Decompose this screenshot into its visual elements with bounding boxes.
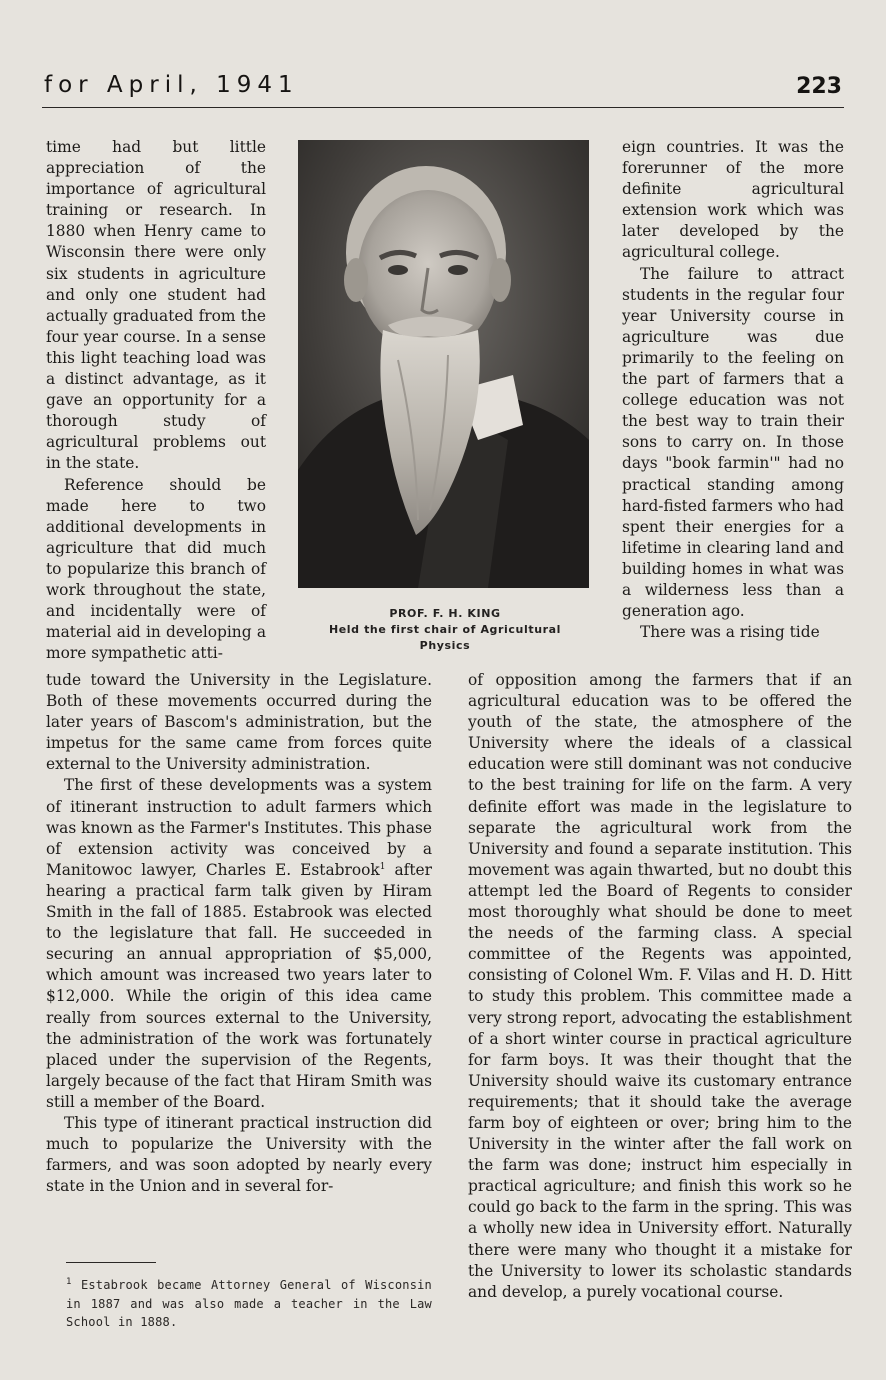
footnote [66,1276,432,1332]
paragraph: time had but little appreciation of the importance of agricultural training or research. In 1880 when Henry came to Wisconsin there were only six students in agriculture and only one student had actually graduated from the four year course. In a sense this light teaching load was a distinct advantage, as it gave an opportunity for a thorough study of agricultural problems out in the state. [46,138,266,473]
right-column-bottom [468,670,852,1303]
text-run: after hearing a practical farm talk given by Hiram Smith in the fall of 1885. Estabrook was elected to the legislature that fall. He succeeded in securing an annual appropriation of $5,000, which amount was increased two years later to $12,000. While the origin of this idea came really from sources external to the University, the administration of the work was fortunately placed under the supervision of the Regents, largely because of the fact that Hiram Smith was still a member of the Board. [46,860,432,1111]
paragraph: There was a rising tide [640,623,820,642]
caption-name: PROF. F. H. KING [389,607,501,620]
footnote-ref: 1 [379,861,386,872]
running-head: for April, 1941 [44,72,299,98]
paragraph: This type of itinerant practical instruction did much to popularize the University with the farmers, and was soon adopted by nearly every state in the Union and in several for- [46,1113,432,1196]
paragraph: Reference should be made here to two additional developments in agriculture that did much to popularize this branch of work throughout the state, and incidentally were of material aid in developing a more sympathetic atti- [46,475,266,663]
left-column-bottom [46,670,432,1197]
paragraph: eign countries. It was the forerunner of the more definite agricultural extension work which was later developed by the agricultural college. [622,138,844,262]
left-column-top [46,137,266,664]
footnote-rule [66,1262,156,1263]
text-run: The first of these developments was a system of itinerant instruction to adult farmers which was known as the Farmer's Institutes. This phase of extension activity was conceived by a Manitowoc lawyer, Charles E. Estabrook [46,776,432,879]
page-number: 223 [796,74,842,99]
caption-line: Held the first chair of Agricultural [328,623,562,636]
paragraph: tude toward the University in the Legislature. Both of these movements occurred during the later years of Bascom's administration, but the impetus for the same came from forces quite external to the University administration. [46,671,432,774]
footnote-marker: 1 [66,1277,72,1287]
right-column-top [622,137,844,643]
portrait-image [298,140,589,588]
paragraph: The failure to attract students in the regular four year University course in agriculture was due primarily to the feeling on the part of farmers that a college education was not the best way to train their sons to carry on. In those days "book farmin'" had no practical standing among hard-fisted farmers who had spent their energies for a lifetime in clearing land and building homes in what was a wilderness less than a generation ago. [622,264,844,621]
paragraph [46,775,432,1113]
photo-caption [296,606,594,654]
portrait-photo [298,140,589,588]
header-rule [42,107,844,108]
caption-line: Physics [419,639,471,652]
footnote-text: Estabrook became Attorney General of Wisconsin in 1887 and was also made a teacher in the Law School in 1888. [66,1278,432,1329]
paragraph: of opposition among the farmers that if an agricultural education was to be offered the youth of the state, the atmosphere of the University where the ideals of a classical education were still dominant was not conducive to the best training for life on the farm. A very definite effort was made in the legislature to separate the agricultural work from the University and found a separate institution. This movement was again thwarted, but no doubt this attempt led the Board of Regents to consider most thoroughly what should be done to meet the needs of the farming class. A special committee of the Regents was appointed, consisting of Colonel Wm. F. Vilas and H. D. Hitt to study this problem. This committee made a very strong report, advocating the establishment of a short winter course in practical agriculture for farm boys. It was their thought that the University should waive its customary entrance requirements; that it should take the average farm boy of eighteen or over; bring him to the University in the winter after the fall work on the farm was done; instruct him especially in practical agriculture; and finish this work so he could go back to the farm in the spring. This was a wholly new idea in University effort. Naturally there were many who thought it a mistake for the University to lower its scholastic standards and develop, a purely vocational course. [468,671,852,1301]
